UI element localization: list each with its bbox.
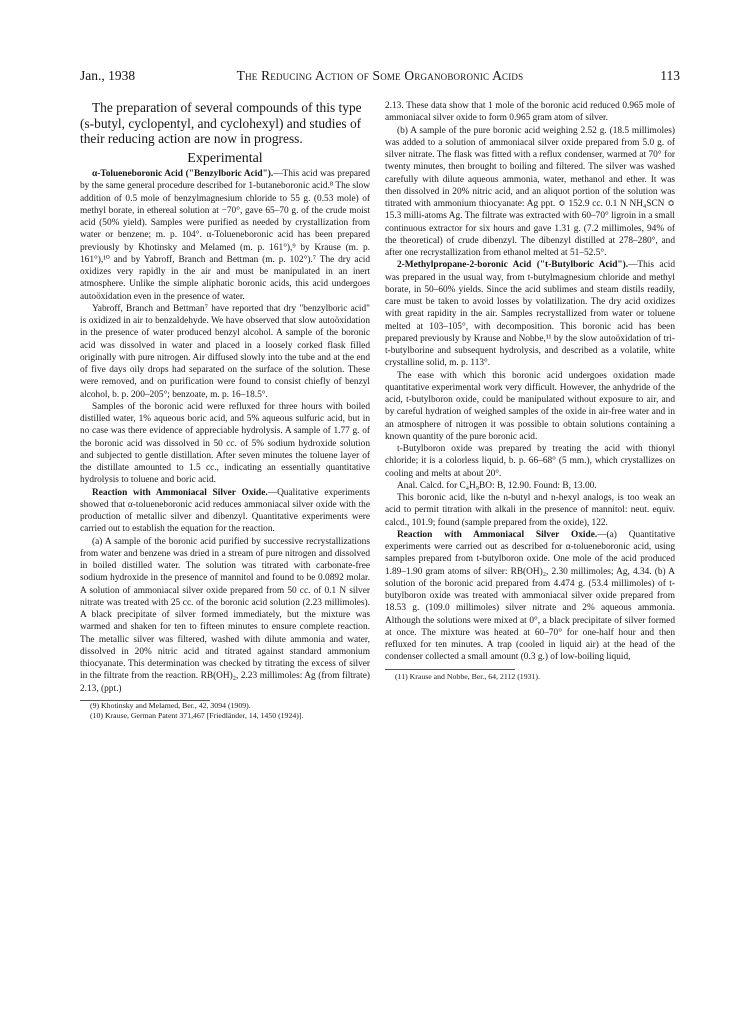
footnotes: [385, 672, 675, 682]
issue-date: Jan., 1938: [80, 68, 136, 83]
paragraph: (a) A sample of the boronic acid purified by successive recrystallizations from water and benzene was dried in a stream of pure nitrogen and dissolved in boiled distilled water. The solution was titrated with carbonate-free sodium hydroxide in the presence of mannitol and found to be 0.0892 molar. A solution of ammoniacal silver oxide prepared from 50 cc. of 0.1 N silver nitrate was treated with 25 cc. of the boronic acid solution (2.23 millimoles). A black precipitate of silver formed immediately, but the mixture was warmed and shaken for ten to fifteen minutes to ensure complete reaction. The metallic silver was filtered, washed with dilute ammonia and water, dissolved in 20% nitric acid and titrated against standard ammonium thiocyanate. This determination was checked by titrating the excess of silver in the filtrate from the reaction. RB(OH)₂, 2.23 millimoles: Ag (from filtrate) 2.13, (ppt.): [80, 536, 370, 694]
running-title: The Reducing Action of Some Organoboronic Acids: [236, 68, 524, 83]
paragraph-text: —This acid was prepared in the usual way, from t-butylmagnesium chloride and methyl borate, in 50–60% yields. Since the acid sublimes and steam distils readily, care must be taken to avoid losses by volatilization. The dry acid oxidizes with great rapidity in the air. Samples recrystallized from water or toluene melted at 103–105°, with decomposition. This boronic acid has been prepared previously by Krause and Nobbe,¹¹ by the slow autoöxidation of tri-t-butylborine and subsequent hydrolysis, and described as a volatile, white crystalline solid, m. p. 113°.: [385, 260, 675, 369]
paragraph: This boronic acid, like the n-butyl and n-hexyl analogs, is too weak an acid to permit titration with alkali in the presence of mannitol: neut. equiv. calcd., 101.9; found (sample prepared from the oxide), 122.: [385, 493, 675, 528]
running-header: [80, 68, 680, 90]
footnote: (9) Khotinsky and Melamed, Ber., 42, 3094 (1909).: [90, 700, 251, 710]
paragraph-text: —This acid was prepared by the same general procedure described for 1-butaneboronic acid.⁸ The slow addition of 0.5 mole of benzylmagnesium chloride to 55 g. (0.53 mole) of methyl borate, in ethereal solution at −70°, gave 65–70 g. of the crude moist acid (50% yield). Samples were purified as needed by crystallization from water or benzene; m. p. 104°. α-Tolueneboronic acid has been prepared previously by Khotinsky and Melamed (m. p. 161°),⁹ by Krause (m. p. 161°),¹⁰ and by Yabroff, Branch and Bettman (m. p. 102°).⁷ The dry acid oxidizes very rapidly in the air and must be manipulated in an inert atmosphere. Unlike the simple aliphatic boronic acids, this acid undergoes autoöxidation even in the presence of water.: [80, 169, 370, 302]
paragraph: [80, 168, 370, 303]
right-column: [385, 100, 675, 682]
left-column: [80, 100, 370, 721]
run-in-heading: 2-Methylpropane-2-boronic Acid ("t-Butylboric Acid").: [397, 260, 629, 271]
paragraph: [385, 529, 675, 664]
paragraph: [385, 259, 675, 369]
footnote: (10) Krause, German Patent 371,467 [Friedländer, 14, 1450 (1924)].: [90, 710, 304, 720]
paragraph: Yabroff, Branch and Bettman⁷ have reported that dry "benzylboric acid" is oxidized in air to benzaldehyde. We have observed that slow autoöxidation in the presence of water produced benzyl alcohol. A sample of the boronic acid was dissolved in water and placed in a loosely corked flask filled originally with pure nitrogen. Air diffused slowly into the tube and at the end of five days oily drops had separated on the surface of the solution. These were removed, and on purification were found to consist chiefly of benzyl alcohol, b. p. 200–205°; benzoate, m. p. 16–18.5°.: [80, 303, 370, 400]
paragraph: (b) A sample of the pure boronic acid weighing 2.52 g. (18.5 millimoles) was added to a solution of ammoniacal silver oxide prepared from 5.0 g. of silver nitrate. The flask was fitted with a reflux condenser, warmed at 70° for twenty minutes, then brought to boiling and filtered. The silver was washed carefully with dilute aqueous ammonia, water, methanol and ether. It was then dissolved in 20% nitric acid, and an aliquot portion of the solution was titrated with ammonium thiocyanate: Ag ppt. ≎ 152.9 cc. 0.1 N NH₄SCN ≎ 15.3 milli-atoms Ag. The filtrate was extracted with 60–70° ligroin in a small continuous extractor for six hours and gave 1.31 g. (7.2 millimoles, 94% of the theoretical) of crude dibenzyl. The dibenzyl distilled at 278–280°, and after one recrystallization from ethanol melted at 51–52.5°.: [385, 125, 675, 258]
analysis-line: Anal. Calcd. for C₄H₉BO: B, 12.90. Found: B, 13.00.: [397, 480, 597, 491]
run-in-heading: Reaction with Ammoniacal Silver Oxide.: [397, 529, 598, 540]
run-in-heading: α-Tolueneboronic Acid ("Benzylboric Acid").: [92, 169, 274, 180]
footnote: (11) Krause and Nobbe, Ber., 64, 2112 (1931).: [395, 671, 540, 681]
paragraph-text: —Qualitative experiments showed that α-tolueneboronic acid reduces ammoniacal silver oxide with the production of metallic silver and dibenzyl. Quantitative experiments were carried out to establish the equation for the reaction.: [80, 487, 370, 535]
paragraph: The ease with which this boronic acid undergoes oxidation made quantitative experimental work very difficult. However, the anhydride of the acid, t-butylboron oxide, could be manipulated without exposure to air, and by careful hydration of weighed samples of the oxide in air-free water and in an atmosphere of nitrogen it was possible to obtain solutions containing a known quantity of the pure boronic acid.: [385, 370, 675, 442]
footnote-rule: [385, 669, 515, 670]
paragraph: Samples of the boronic acid were refluxed for three hours with boiled distilled water, 1% aqueous boric acid, and 5% aqueous sulfuric acid, but in no case was there evidence of appreciable hydrolysis. A sample of 1.77 g. of the boronic acid was dissolved in 50 cc. of 5% sodium hydroxide solution and subjected to gentle distillation. After seven minutes the toluene layer of the distillate amounted to 1.5 cc., indicating an essentially quantitative hydrolysis to toluene and boric acid.: [80, 401, 370, 486]
footnotes: [80, 701, 370, 721]
paragraph: [80, 487, 370, 536]
paragraph: 2.13. These data show that 1 mole of the boronic acid reduced 0.965 mole of ammoniacal silver oxide to form 0.965 gram atom of silver.: [385, 101, 675, 124]
section-heading: Experimental: [187, 150, 263, 166]
intro-paragraph: The preparation of several compounds of this type (s-butyl, cyclopentyl, and cyclohexyl) and studies of their reducing action are now in progress.: [80, 100, 362, 147]
page-number: 113: [660, 68, 680, 83]
run-in-heading: Reaction with Ammoniacal Silver Oxide.: [92, 487, 268, 498]
paragraph-text: —(a) Quantitative experiments were carried out as described for α-tolueneboronic acid, using samples prepared from t-butylboron oxide. One mole of the acid produced 1.89–1.90 gram atoms of silver: RB(OH)₂, 2.30 millimoles; Ag, 4.34. (b) A solution of the boronic acid prepared from 4.474 g. (53.4 millimoles) of t-butylboron oxide was treated with ammoniacal silver oxide prepared from 18.53 g. (109.0 millimoles) silver nitrate and 2% aqueous ammonia. Although the solutions were mixed at 0°, a black precipitate of silver formed at once. The mixture was heated at 60–70° for one-half hour and then refluxed for ten minutes. A trap (cooled in liquid air) at the head of the condenser collected a small amount (0.3 g.) of low-boiling liquid,: [385, 529, 675, 663]
paragraph: t-Butylboron oxide was prepared by treating the acid with thionyl chloride; it is a colorless liquid, b. p. 66–68° (5 mm.), which crystallizes on cooling and melts at about 20°.: [385, 444, 675, 479]
